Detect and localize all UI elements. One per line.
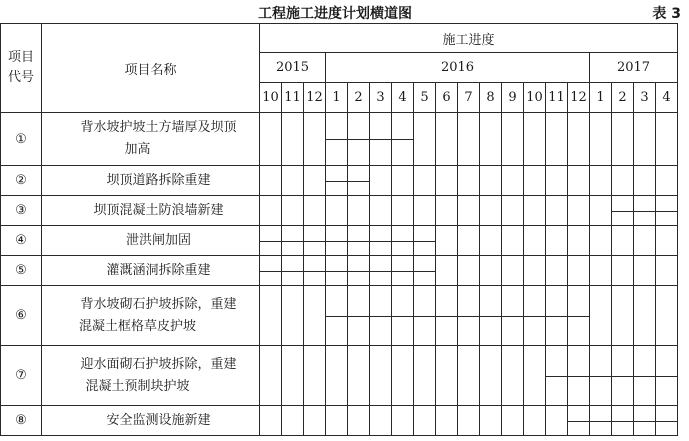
item-name <box>42 113 260 166</box>
month-cell: 2 <box>348 83 370 113</box>
table-row <box>1 196 678 226</box>
month-cell: 12 <box>568 83 590 113</box>
table-row <box>1 166 678 196</box>
month-cell: 6 <box>436 83 458 113</box>
month-cell: 4 <box>656 83 678 113</box>
progress-header: 施工进度 <box>260 24 678 53</box>
table-row <box>1 256 678 286</box>
table-row <box>1 113 678 166</box>
item-code: ① <box>1 113 42 166</box>
item-name-text: 泄洪闸加固 <box>125 232 191 248</box>
table-number: 表 3 <box>652 6 681 22</box>
item-name-text: 坝顶混凝土防浪墙新建 <box>93 202 224 218</box>
name-header: 项目名称 <box>42 24 260 113</box>
month-cell: 1 <box>326 83 348 113</box>
month-cell: 10 <box>524 83 546 113</box>
month-cell: 5 <box>414 83 436 113</box>
item-code: ⑥ <box>1 286 42 346</box>
item-name-line1: 背水坡砌石护坡拆除，重建 <box>80 296 237 312</box>
item-code: ⑤ <box>1 256 42 286</box>
item-name-text: 坝顶道路拆除重建 <box>106 172 211 188</box>
item-code: ⑦ <box>1 346 42 406</box>
item-name <box>42 406 260 436</box>
month-cell: 12 <box>304 83 326 113</box>
month-cell: 11 <box>282 83 304 113</box>
item-name <box>42 286 260 346</box>
month-cell: 2 <box>612 83 634 113</box>
table-title: 工程施工进度计划横道图 <box>258 6 412 22</box>
item-code: ③ <box>1 196 42 226</box>
year-2016: 2016 <box>326 53 590 83</box>
schedule-table <box>0 23 678 436</box>
month-cell: 9 <box>502 83 524 113</box>
item-name-text: 灌溉涵洞拆除重建 <box>106 262 211 278</box>
item-name-text: 安全监测设施新建 <box>106 412 211 428</box>
item-name <box>42 226 260 256</box>
item-name-line2: 混凝土框格草皮护坡 <box>78 318 196 334</box>
month-cell: 10 <box>260 83 282 113</box>
item-code: ④ <box>1 226 42 256</box>
item-name <box>42 166 260 196</box>
table-row <box>1 226 678 256</box>
code-header-label: 项目代号 <box>8 50 35 85</box>
month-cell: 8 <box>480 83 502 113</box>
month-cell: 4 <box>392 83 414 113</box>
month-cell: 11 <box>546 83 568 113</box>
item-name-line1: 迎水面砌石护坡拆除，重建 <box>80 356 237 372</box>
item-code: ② <box>1 166 42 196</box>
month-cell: 1 <box>590 83 612 113</box>
item-name-line2: 加高 <box>124 142 151 157</box>
year-2017: 2017 <box>590 53 678 83</box>
month-cell: 7 <box>458 83 480 113</box>
item-name <box>42 256 260 286</box>
month-cell: 3 <box>370 83 392 113</box>
year-2015: 2015 <box>260 53 326 83</box>
page-header <box>0 3 689 23</box>
item-name <box>42 346 260 406</box>
month-cell: 3 <box>634 83 656 113</box>
item-code: ⑧ <box>1 406 42 436</box>
item-name <box>42 196 260 226</box>
table-row <box>1 346 678 406</box>
code-header <box>1 24 42 113</box>
item-name-line2: 混凝土预制块护坡 <box>85 378 190 394</box>
table-row <box>1 406 678 436</box>
item-name-line1: 背水坡护坡土方墙厚及坝顶 <box>80 120 237 135</box>
table-row <box>1 286 678 346</box>
